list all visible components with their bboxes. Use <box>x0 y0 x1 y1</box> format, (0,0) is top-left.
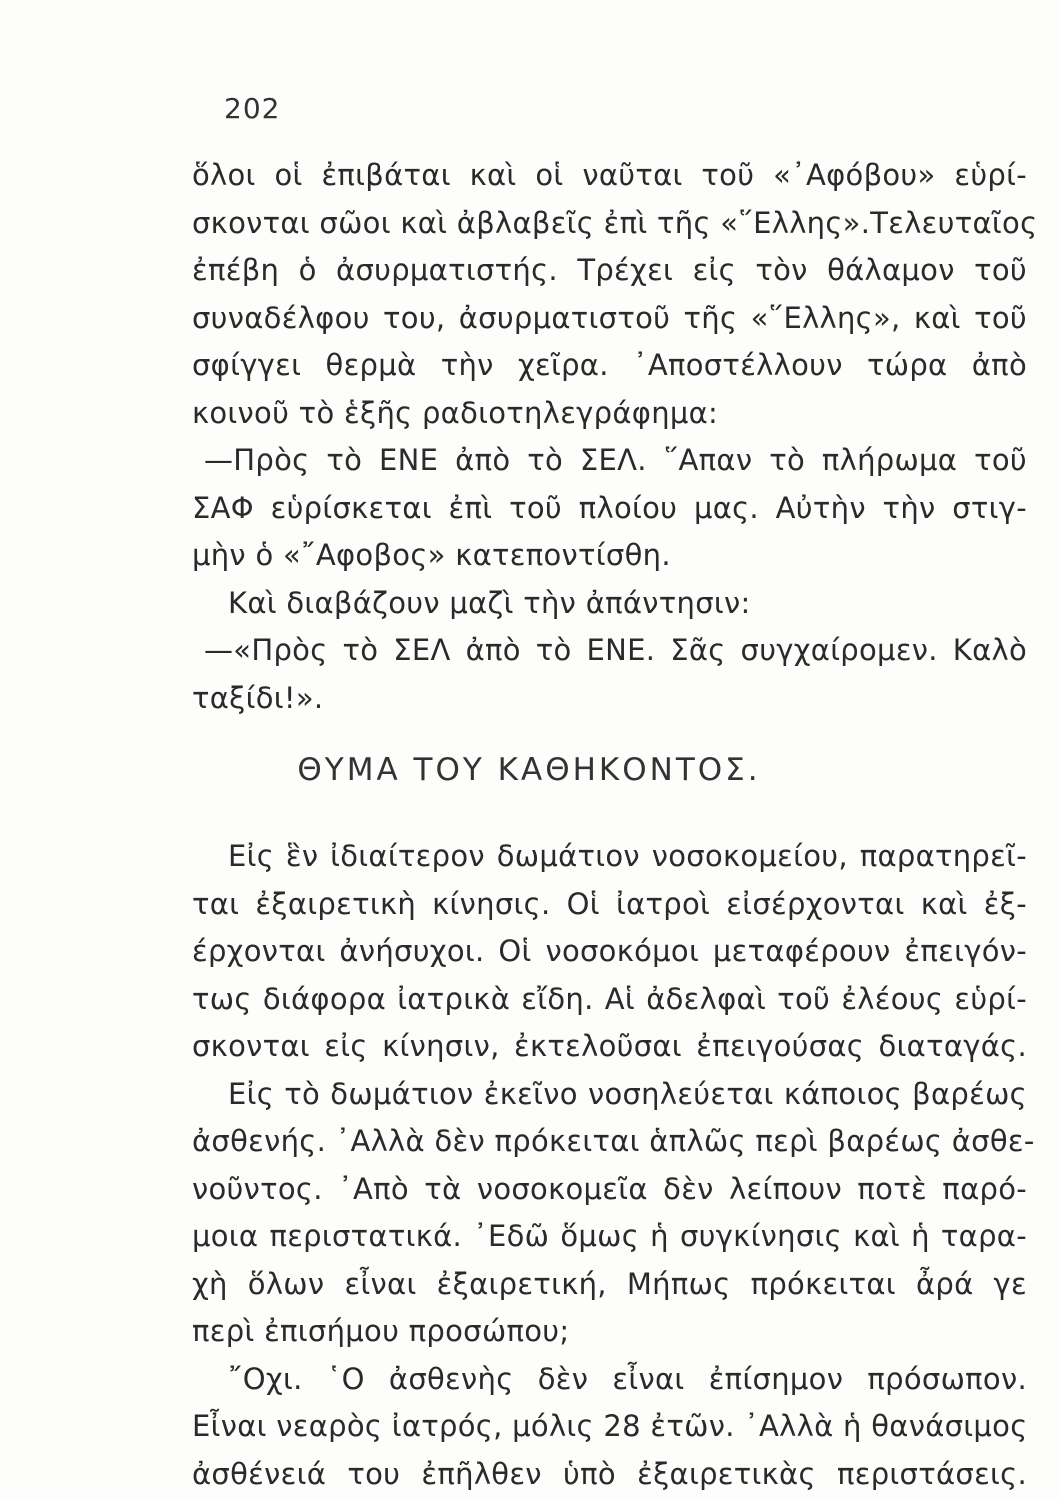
text-line: σκονται εἰς κίνησιν, ἐκτελοῦσαι ἐπειγούσας διαταγάς. <box>192 1029 1027 1063</box>
text-block-hospital <box>192 833 1035 1498</box>
text-line: ἐπέβη ὁ ἀσυρματιστής. Τρέχει εἰς τὸν θάλαμον τοῦ <box>192 253 1027 287</box>
text-line: ταξίδι!». <box>192 680 324 715</box>
text-line: —Πρὸς τὸ ΕΝΕ ἀπὸ τὸ ΣΕΛ. ῞Απαν τὸ πλήρωμα τοῦ <box>204 443 1027 477</box>
text-block-ship-rescue <box>192 152 1038 722</box>
text-line: σφίγγει θερμὰ τὴν χεῖρα. ᾿Αποστέλλουν τώρα ἀπὸ <box>192 348 1027 382</box>
text-line: Εἶναι νεαρὸς ἰατρός, μόλις 28 ἐτῶν. ᾿Αλλὰ ἡ θανάσιμος <box>192 1409 1028 1443</box>
text-line: ἀσθένειά του ἐπῆλθεν ὑπὸ ἐξαιρετικὰς περιστάσεις. <box>192 1456 1027 1491</box>
section-heading: ΘΥΜΑ ΤΟΥ ΚΑΘΗΚΟΝΤΟΣ. <box>297 752 761 788</box>
text-line: Καὶ διαβάζουν μαζὶ τὴν ἀπάντησιν: <box>228 585 751 620</box>
text-line: Εἰς τὸ δωμάτιον ἐκεῖνο νοσηλεύεται κάποιος βαρέως <box>228 1076 1027 1111</box>
text-line: νοῦντος. ᾿Απὸ τὰ νοσοκομεῖα δὲν λείπουν ποτὲ παρό- <box>192 1171 1027 1206</box>
text-line: έρχονται ἀνήσυχοι. Οἱ νοσοκόμοι μεταφέρουν ἐπειγόν- <box>192 934 1027 968</box>
text-line: τως διάφορα ἰατρικὰ εἴδη. Αἱ ἀδελφαὶ τοῦ ἐλέους εὑρί- <box>192 981 1027 1016</box>
text-line: ὅλοι οἱ ἐπιβάται καὶ οἱ ναῦται τοῦ «᾿Αφόβου» εὑρί- <box>192 158 1027 192</box>
text-line: περὶ ἐπισήμου προσώπου; <box>192 1314 570 1348</box>
text-line: ται ἐξαιρετικὴ κίνησις. Οἱ ἰατροὶ εἰσέρχονται καὶ ἐξ- <box>192 886 1027 921</box>
text-line: ἀσθενής. ᾿Αλλὰ δὲν πρόκειται ἁπλῶς περὶ βαρέως ἀσθε- <box>192 1124 1035 1158</box>
text-line: μοια περιστατικά. ᾿Εδῶ ὅμως ἡ συγκίνησις καὶ ἡ ταρα- <box>192 1219 1027 1253</box>
text-line: μὴν ὁ «῎Αφοβος» κατεποντίσθη. <box>192 538 671 572</box>
text-line: χὴ ὅλων εἶναι ἐξαιρετική, Μήπως πρόκειται ἆρά γε <box>192 1266 1027 1301</box>
text-line: κοινοῦ τὸ ἑξῆς ραδιοτηλεγράφημα: <box>192 395 719 430</box>
text-line: Εἰς ἓν ἰδιαίτερον δωμάτιον νοσοκομείου, παρατηρεῖ- <box>228 839 1027 873</box>
text-line: —«Πρὸς τὸ ΣΕΛ ἀπὸ τὸ ΕΝΕ. Σᾶς συγχαίρομεν. Καλὸ <box>204 633 1027 667</box>
text-line: συναδέλφου του, ἀσυρματιστοῦ τῆς «῞Ελλης», καὶ τοῦ <box>192 300 1027 335</box>
page-number: 202 <box>224 92 281 125</box>
text-line: ῎Οχι. ῾Ο ἀσθενὴς δὲν εἶναι ἐπίσημον πρόσωπον. <box>228 1361 1027 1396</box>
text-line: σκονται σῶοι καὶ ἀβλαβεῖς ἐπὶ τῆς «῞Ελλης».Τελευταῖος <box>192 205 1038 240</box>
text-line: ΣΑΦ εὑρίσκεται ἐπὶ τοῦ πλοίου μας. Αὐτὴν τὴν στιγ- <box>192 490 1027 525</box>
